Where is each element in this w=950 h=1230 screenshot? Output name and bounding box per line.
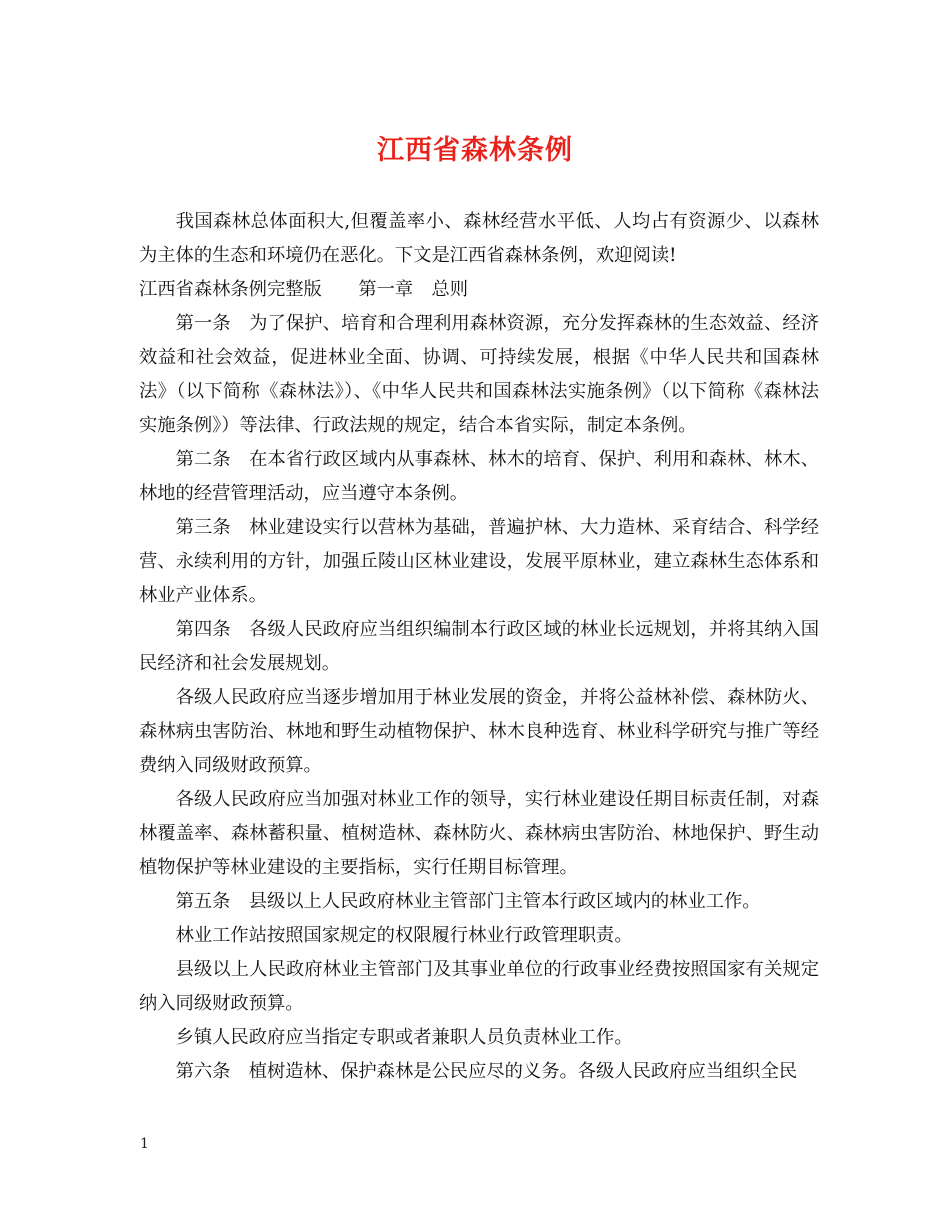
document-title: 江西省森林条例 <box>377 135 573 166</box>
page-number: 1 <box>140 1136 149 1152</box>
paragraph: 第一条 为了保护、培育和合理利用森林资源，充分发挥森林的生态效益、经济效益和社会效益，促进林业全面、协调、可持续发展，根据《中华人民共和国森林法》（以下简称《森林法》）、《中华人民共和国森林法实施条例》（以下简称《森林法实施条例》）等法律、行政法规的规定，结合本省实际，制定本条例。 <box>139 313 819 436</box>
paragraph: 第六条 植树造林、保护森林是公民应尽的义务。各级人民政府应当组织全民 <box>175 1061 798 1082</box>
paragraph: 我国森林总体面积大,但覆盖率小、森林经营水平低、人均占有资源少、以森林为主体的生态和环境仍在恶化。下文是江西省森林条例，欢迎阅读! <box>139 211 819 266</box>
paragraph: 第四条 各级人民政府应当组织编制本行政区域的林业长远规划，并将其纳入国民经济和社会发展规划。 <box>139 619 819 674</box>
paragraph: 第三条 林业建设实行以营林为基础，普遍护林、大力造林、采育结合、科学经营、永续利用的方针，加强丘陵山区林业建设，发展平原林业，建立森林生态体系和林业产业体系。 <box>139 517 819 606</box>
paragraph: 乡镇人民政府应当指定专职或者兼职人员负责林业工作。 <box>175 1027 633 1048</box>
paragraph: 县级以上人民政府林业主管部门及其事业单位的行政事业经费按照国家有关规定纳入同级财政预算。 <box>139 959 819 1014</box>
paragraph: 第五条 县级以上人民政府林业主管部门主管本行政区域内的林业工作。 <box>175 891 761 912</box>
paragraph: 各级人民政府应当逐步增加用于林业发展的资金，并将公益林补偿、森林防火、森林病虫害防治、林地和野生动植物保护、林木良种选育、林业科学研究与推广等经费纳入同级财政预算。 <box>139 687 819 776</box>
paragraph: 林业工作站按照国家规定的权限履行林业行政管理职责。 <box>175 925 633 946</box>
paragraph: 第二条 在本省行政区域内从事森林、林木的培育、保护、利用和森林、林木、林地的经营管理活动，应当遵守本条例。 <box>139 449 819 504</box>
document-body <box>139 205 819 1089</box>
paragraph: 各级人民政府应当加强对林业工作的领导，实行林业建设任期目标责任制，对森林覆盖率、森林蓄积量、植树造林、森林防火、森林病虫害防治、林地保护、野生动植物保护等林业建设的主要指标，实行任期目标管理。 <box>139 789 819 878</box>
paragraph: 江西省森林条例完整版 第一章 总则 <box>139 279 469 300</box>
